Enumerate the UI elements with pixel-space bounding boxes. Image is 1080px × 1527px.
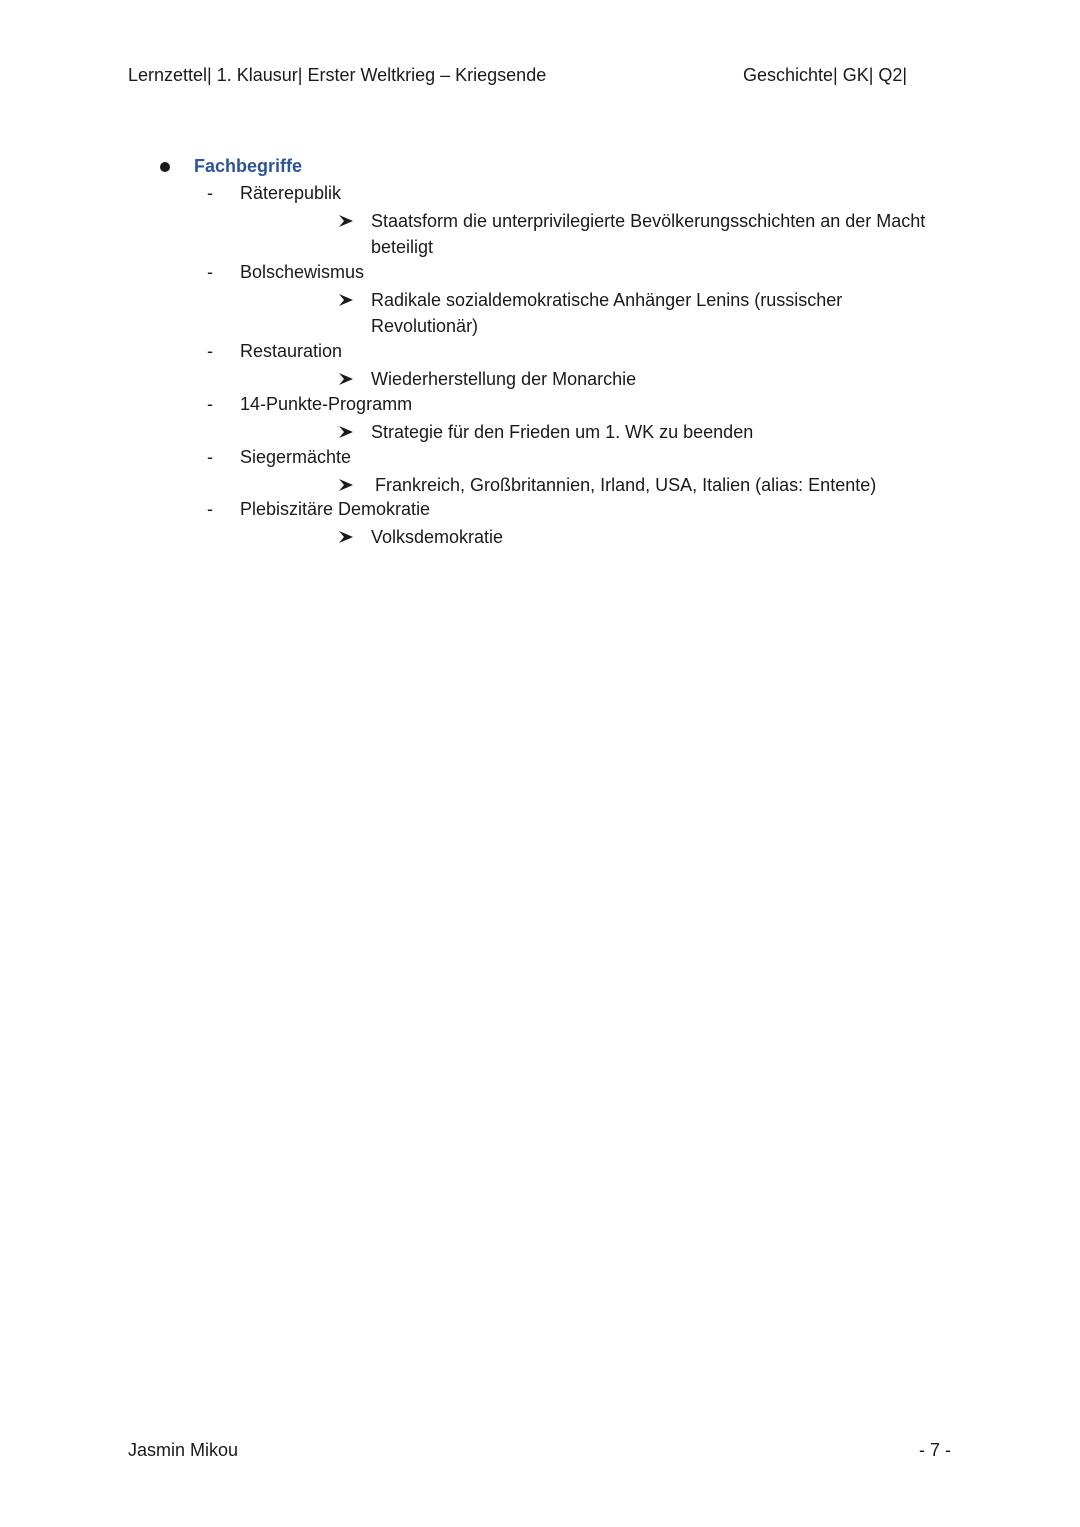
- term-label: Bolschewismus: [240, 262, 365, 282]
- arrow-bullet-icon: [338, 478, 354, 492]
- arrow-bullet-icon: [338, 530, 354, 544]
- arrow-bullet-icon: [338, 293, 354, 307]
- dash-icon: -: [207, 262, 213, 282]
- term-definition: Radikale sozialdemokratische Anhänger Lenins (russischer Revolutionär): [371, 290, 843, 336]
- header-subject: Geschichte| GK| Q2|: [743, 65, 908, 85]
- term-definition: Staatsform die unterprivilegierte Bevölkerungsschichten an der Macht beteiligt: [371, 211, 926, 257]
- dash-icon: -: [207, 499, 213, 519]
- dash-icon: -: [207, 394, 213, 414]
- term-label: 14-Punkte-Programm: [240, 394, 413, 414]
- arrow-bullet-icon: [338, 214, 354, 228]
- term-label: Plebiszitäre Demokratie: [240, 499, 431, 519]
- dash-icon: -: [207, 341, 213, 361]
- term-definition: Volksdemokratie: [371, 527, 504, 547]
- header-title: Lernzettel| 1. Klausur| Erster Weltkrieg – Kriegsende: [128, 65, 547, 85]
- section-title: Fachbegriffe: [194, 156, 303, 176]
- term-label: Räterepublik: [240, 183, 342, 203]
- dash-icon: -: [207, 447, 213, 467]
- dash-icon: -: [207, 183, 213, 203]
- arrow-bullet-icon: [338, 425, 354, 439]
- term-definition: Frankreich, Großbritannien, Irland, USA, Italien (alias: Entente): [375, 475, 877, 495]
- term-definition: Wiederherstellung der Monarchie: [371, 369, 637, 389]
- page-number: - 7 -: [919, 1440, 952, 1460]
- arrow-bullet-icon: [338, 372, 354, 386]
- term-label: Restauration: [240, 341, 343, 361]
- footer-author: Jasmin Mikou: [128, 1440, 239, 1460]
- bullet-icon: [160, 162, 170, 172]
- term-label: Siegermächte: [240, 447, 352, 467]
- term-definition: Strategie für den Frieden um 1. WK zu beenden: [371, 422, 754, 442]
